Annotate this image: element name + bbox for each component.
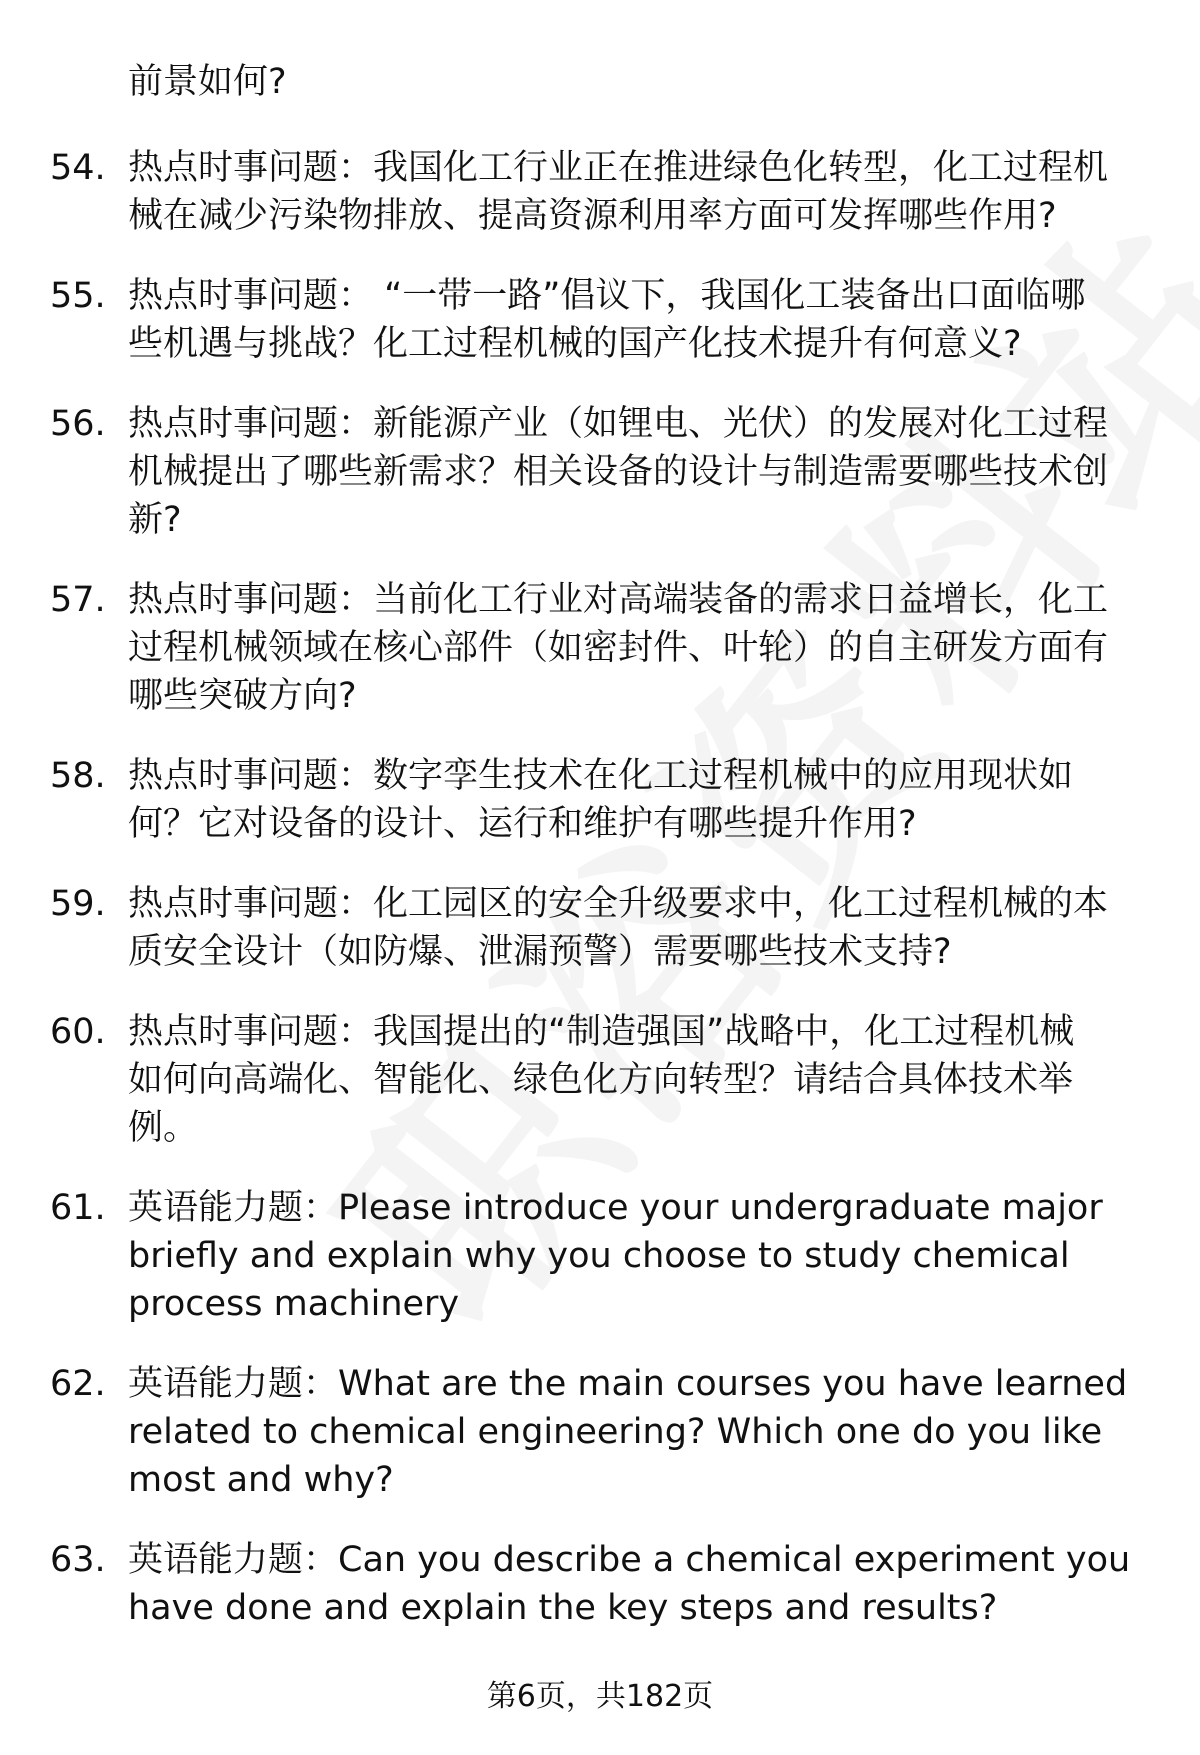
- question-number: 61.: [50, 1188, 106, 1228]
- question-line: 热点时事问题：我国化工行业正在推进绿色化转型，化工过程机: [128, 148, 1109, 188]
- question-number: 54.: [50, 148, 106, 188]
- question-number: 55.: [50, 276, 106, 316]
- question-text: [128, 1184, 1150, 1328]
- question-text: [128, 1008, 1150, 1152]
- question-line: 热点时事问题： “一带一路”倡议下，我国化工装备出口面临哪: [128, 276, 1086, 316]
- question-item: [50, 1008, 1150, 1152]
- question-number: 63.: [50, 1540, 106, 1580]
- question-item: [50, 752, 1150, 848]
- page-number-footer: 第6页，共182页: [486, 1679, 714, 1714]
- question-item: [50, 400, 1150, 544]
- question-number: 56.: [50, 404, 106, 444]
- question-text: [128, 880, 1150, 976]
- question-line: 英语能力题：Can you describe a chemical experiment you: [128, 1540, 1131, 1580]
- question-line: 热点时事问题：数字孪生技术在化工过程机械中的应用现状如: [128, 756, 1074, 796]
- question-line: 质安全设计（如防爆、泄漏预警）需要哪些技术支持?: [128, 932, 952, 972]
- question-line: 些机遇与挑战？化工过程机械的国产化技术提升有何意义?: [128, 324, 1022, 364]
- question-line: 热点时事问题：我国提出的“制造强国”战略中，化工过程机械: [128, 1012, 1075, 1052]
- question-line: 英语能力题：Please introduce your undergraduate major: [128, 1188, 1103, 1228]
- question-line: 过程机械领域在核心部件（如密封件、叶轮）的自主研发方面有: [128, 628, 1109, 668]
- question-line: briefly and explain why you choose to study chemical: [128, 1236, 1070, 1276]
- question-text: [128, 400, 1150, 544]
- question-text: [128, 1360, 1150, 1504]
- question-line: 何？它对设备的设计、运行和维护有哪些提升作用?: [128, 804, 917, 844]
- question-text: [128, 576, 1150, 720]
- question-line: 如何向高端化、智能化、绿色化方向转型？请结合具体技术举: [128, 1060, 1074, 1100]
- question-line: 机械提出了哪些新需求？相关设备的设计与制造需要哪些技术创: [128, 452, 1109, 492]
- question-text: [128, 752, 1150, 848]
- question-line: related to chemical engineering? Which one do you like: [128, 1412, 1103, 1452]
- question-line: 热点时事问题：新能源产业（如锂电、光伏）的发展对化工过程: [128, 404, 1109, 444]
- question-text: [128, 144, 1150, 240]
- question-item: [50, 1184, 1150, 1328]
- question-text: [128, 1536, 1150, 1632]
- question-line: 哪些突破方向?: [128, 676, 357, 716]
- question-number: 60.: [50, 1012, 106, 1052]
- question-item: [50, 576, 1150, 720]
- question-line: 英语能力题：What are the main courses you have learned: [128, 1364, 1128, 1404]
- question-number: 58.: [50, 756, 106, 796]
- question-line: process machinery: [128, 1284, 460, 1324]
- question-item: [50, 144, 1150, 240]
- question-item: [50, 1360, 1150, 1504]
- question-line: most and why?: [128, 1460, 394, 1500]
- question-item: [50, 1536, 1150, 1632]
- continued-question-text: 前景如何?: [128, 62, 287, 102]
- question-line: 械在减少污染物排放、提高资源利用率方面可发挥哪些作用?: [128, 196, 1057, 236]
- question-line: 新?: [128, 500, 182, 540]
- question-line: have done and explain the key steps and results?: [128, 1588, 998, 1628]
- question-list: [50, 144, 1150, 1664]
- question-number: 62.: [50, 1364, 106, 1404]
- question-number: 59.: [50, 884, 106, 924]
- question-text: [128, 272, 1150, 368]
- question-line: 热点时事问题：化工园区的安全升级要求中，化工过程机械的本: [128, 884, 1109, 924]
- question-line: 例。: [128, 1108, 199, 1148]
- question-item: [50, 880, 1150, 976]
- question-item: [50, 272, 1150, 368]
- question-number: 57.: [50, 580, 106, 620]
- question-line: 热点时事问题：当前化工行业对高端装备的需求日益增长，化工: [128, 580, 1109, 620]
